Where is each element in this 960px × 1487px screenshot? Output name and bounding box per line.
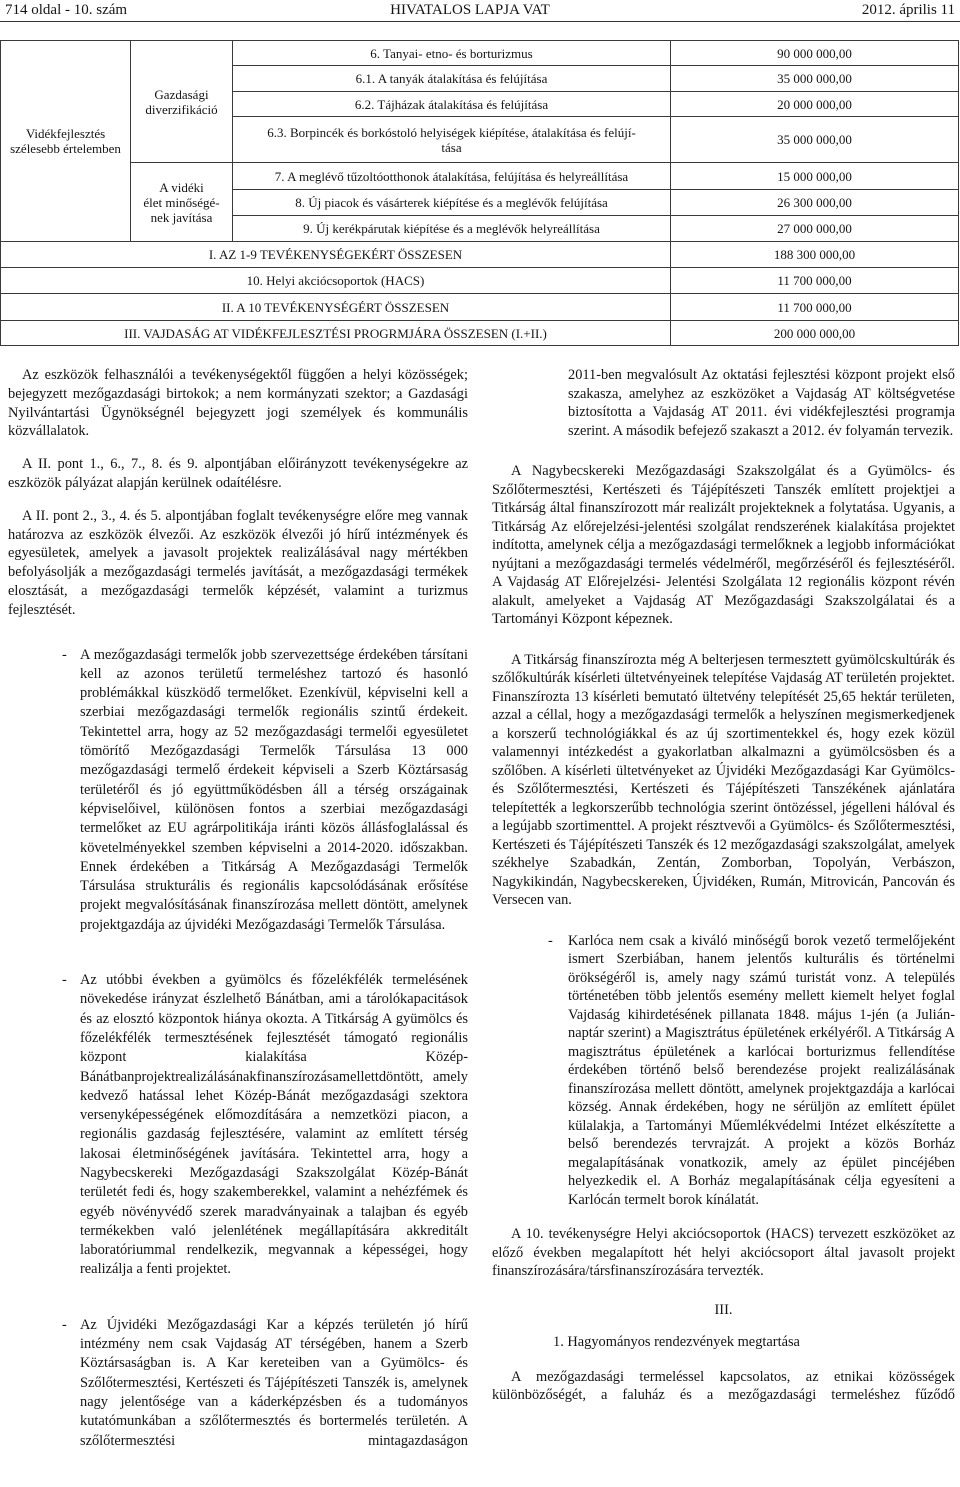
bullet-dash: - bbox=[62, 972, 67, 989]
body-paragraph: A mezőgazdasági termeléssel kapcsolatos, az etnikai közösségek különbözőségét, a faluház és a mezőgazdasági termeléshez fűződő bbox=[492, 1368, 955, 1403]
bullet-dash: - bbox=[62, 646, 67, 663]
table-total-label: 10. Helyi akciócsoportok (HACS) bbox=[1, 268, 671, 294]
list-item bbox=[492, 932, 955, 1210]
body-paragraph: Az eszközök felhasználói a tevékenységektől függően a helyi közösségek; bejegyzett mezőgazdasági birtokok; a nem kormányzati szektor; a Gazdasági Nyilvántartási Ügynökségnél bejegyzett jogi személyek és kommunális közvállalatok. bbox=[8, 367, 468, 440]
body-paragraph: A Titkárság finanszírozta még A belterjesen termesztett gyümölcskultúrák és szőlőkultúrák kísérleti ültetvényeinek telepítése Vajdaság AT területén projektet. Finanszírozta 13 kísérleti bemutató ültetvény telepítését 25,65 hektár területen, azzal a céllal, hogy a mezőgazdasági termelők a helyszínen megismerkedjenek a korszerű technológiákkal és az új szortimentekkel és, hogy ezek közül valamennyi intézkedést a gyakorlatban alkalmazni a gyümölcsösben és a szőlőben. A kísérleti ültetvényeket az Újvidéki Mezőgazdasági Kar Gyümölcs- és Szőlőtermesztési, Kertészeti és Tájépítészeti Tanszékének ajánlatára telepítették a legkorszerűbb technológia szerint öntözéssel, jégelleni hálóval és a legújabb szortimenttel. A projekt résztvevői a Gyümölcs- és Szőlőtermesztési, Kertészeti és Tájépítészeti Tanszék és 12 mezőgazdasági szakszolgálat, amelyek székhelye Szabadkán, Zentán, Zomborban, Topolyán, Verbászon, Nagykikindán, Nagybecskereken, Újvidéken, Rumán, Mitrovicán, Pancován és Versecen van. bbox=[492, 651, 955, 908]
publication-date: 2012. április 11 bbox=[861, 2, 955, 18]
table-row bbox=[1, 163, 959, 190]
table-grand-total-label: III. VAJDASÁG AT VIDÉKFEJLESZTÉSI PROGRMJÁRA ÖSSZESEN (I.+II.) bbox=[1, 321, 671, 346]
table-subgroup-label: Gazdasági diverzifikáció bbox=[131, 41, 233, 163]
body-paragraph: A II. pont 1., 6., 7., 8. és 9. alpontjában előirányzott tevékenységekre az eszközök pályázat alapján kerülnek odaítélésre. bbox=[8, 456, 468, 491]
list-item bbox=[8, 971, 468, 1280]
table-item-label: 6.1. A tanyák átalakítása és felújítása bbox=[233, 66, 671, 92]
table-total-row bbox=[1, 242, 959, 268]
table-item-label: 6. Tanyai- etno- és borturizmus bbox=[233, 41, 671, 66]
table-item-label: 8. Új piacok és vásárterek kiépítése és a meglévők felújítása bbox=[233, 190, 671, 216]
body-paragraph: A Nagybecskereki Mezőgazdasági Szakszolgálat és a Gyümölcs- és Szőlőtermesztési, Kertészeti és Tájépítészeti Tanszék említett projektjei a Titkárság által finanszírozott már realizált projekteknek a folytatása. Ugyanis, a Titkárság Az előrejelzési-jelentési szolgálat rendszerének kialakítása projektet indította, amelynek célja a mezőgazdasági termelőknek a legjobb információkat nyújtani a mezőgazdasági termelés védelméről, megőrzéséről és fejlesztéséről. A Vajdaság AT Előrejelzési- Jelentési Szolgálata 12 regionális központ révén alakult, amelyeket a Vajdaság AT Mezőgazdasági Szakszolgálatai és a Tartományi Központ képeznek. bbox=[492, 463, 955, 627]
right-text-column bbox=[492, 366, 955, 1487]
body-paragraph: A II. pont 2., 3., 4. és 5. alpontjában foglalt tevékenységre előre meg vannak határozva az eszközök élvezői. Az eszközök élvezői jó hírű intézmények és egyesületek, amelyek a javasolt projektek realizálásával nagy mértékben befolyásolják a mezőgazdasági termelés javítását, a mezőgazdasági termékek elosztását, a mezőgazdasági termelők képzését, valamint a turizmus fejlesztését. bbox=[8, 507, 468, 618]
table-amount: 20 000 000,00 bbox=[671, 92, 959, 117]
table-amount: 90 000 000,00 bbox=[671, 41, 959, 66]
left-text-column bbox=[8, 366, 468, 1487]
section-subheading: 1. Hagyományos rendezvények megtartása bbox=[553, 1334, 800, 1350]
table-total-label: I. AZ 1-9 TEVÉKENYSÉGEKÉRT ÖSSZESEN bbox=[1, 242, 671, 268]
page-header bbox=[0, 0, 960, 22]
table-item-label: 9. Új kerékpárutak kiépítése és a meglévők helyreállítása bbox=[233, 216, 671, 242]
continued-list-text: 2011-ben megvalósult Az oktatási fejlesztési központ projekt első szakasza, amelyhez az eszközöket a Vajdaság AT költségvetése biztosította a Vajdaság AT 2011. évi vidékfejlesztési programja szerint. A második befejező szakaszt a 2012. év folyamán tervezik. bbox=[568, 367, 955, 439]
bullet-dash: - bbox=[62, 1316, 67, 1333]
table-grand-total-amount: 200 000 000,00 bbox=[671, 321, 959, 346]
table-amount: 11 700 000,00 bbox=[671, 294, 959, 321]
list-item-text: Az Újvidéki Mezőgazdasági Kar a képzés területén jó hírű intézmény nem csak Vajdaság AT térségében, hanem a Szerb Köztársaságban is. A Kar kereteiben van a Gyümölcs- és Szőlőtermesztési, Kertészeti és Tájépítészeti Tanszék is, amelynek nagy jelentősége van a káderképzésben és a tudományos kutatómunkában a szőlőtermesztés és bortermelés területén. A szőlőtermesztési mintagazdaságon bbox=[80, 1316, 468, 1449]
table-amount: 35 000 000,00 bbox=[671, 117, 959, 163]
table-subgroup-label: A vidéki élet minőségé- nek javítása bbox=[131, 163, 233, 242]
publication-title: HIVATALOS LAPJA VAT bbox=[390, 2, 550, 18]
bullet-dash: - bbox=[548, 932, 553, 949]
list-item-text: Karlóca nem csak a kiváló minőségű borok vezető termelőjeként ismert Szerbiában, hanem jelentős kulturális és történelmi örökségéről is, amely nagy számú turistát vonz. A település történetében több jelentős esemény mellett kiemelt helyet foglal Vajdaság kihirdetésének pillanata 1848. május 1-jén (a Julián-naptár szerint) a Magisztrátus épületének erkélyéről. A Titkárság A magisztrátus épületének a karlócai borturizmus fellendítése érdekében történő belső berendezése projekt realizálásának finanszírozása mellett döntött, amelynek projektgazdája a karlócai község. Annak érdekében, hogy ne sérüljön az említett épület külalakja, a Tartományi Műemlékvédelmi Intézet elkészítette a belső berendezés tervrajzát. A projekt a közös Borház megalapításának vonatkozik, amely az épület pincéjében helyezkedik el. A Borház megalapításának célja egyesíteni a Karlócán termelt borok kínálatát. bbox=[568, 932, 955, 1208]
list-item-text: A mezőgazdasági termelők jobb szervezettsége érdekében társítani kell az azonos területű termeléshez tartozó és hasonló problémákkal küszködő termelőket. Ezenkívül, képviselni kell a szerbiai mezőgazdasági termelők regionális szintű érdekeit. Tekintettel arra, hogy az 52 mezőgazdasági termelői egyesületet tömörítő Mezőgazdasági Termelők Társulása 13 000 mezőgazdasági termelő érdekeit képviseli a Szerb Köztársaság területéről és jó együttműködésben áll a térség országainak képviselőivel, különösen fontos a szerbiai mezőgazdasági termelőket az EU agrárpolitikája iránti közös állásfoglalással és követelményekkel szemben képviselni a 2014-2020. időszakban. Ennek érdekében a Titkárság A Mezőgazdasági Termelők Társulása strukturális és regionális kapcsolódásának erősítése projekt megvalósításának finanszírozása mellett döntött, amelynek projektgazdája az újvidéki Mezőgazdasági Termelők Társulása. bbox=[80, 646, 468, 933]
list-item bbox=[8, 646, 468, 935]
table-amount: 35 000 000,00 bbox=[671, 66, 959, 92]
table-group-label: Vidékfejlesztés szélesebb értelemben bbox=[1, 41, 131, 242]
program-budget-table bbox=[0, 40, 959, 346]
table-amount: 188 300 000,00 bbox=[671, 242, 959, 268]
table-amount: 11 700 000,00 bbox=[671, 268, 959, 294]
table-item-label: 6.3. Borpincék és borkóstoló helyiségek kiépítése, átalakítása és felújí- tása bbox=[233, 117, 671, 163]
table-amount: 26 300 000,00 bbox=[671, 190, 959, 216]
list-item bbox=[8, 1316, 468, 1451]
table-item-label: 6.2. Tájházak átalakítása és felújítása bbox=[233, 92, 671, 117]
table-grand-total-row bbox=[1, 321, 959, 346]
section-heading: III. bbox=[714, 1301, 733, 1318]
table-row bbox=[1, 41, 959, 66]
body-paragraph: A 10. tevékenységre Helyi akciócsoportok (HACS) tervezett eszközöket az előző években megalapított hét helyi akciócsoport által javasolt projekt finanszírozására/társfinanszírozására tervezték. bbox=[492, 1226, 955, 1279]
table-total-label: II. A 10 TEVÉKENYSÉGÉRT ÖSSZESEN bbox=[1, 294, 671, 321]
table-amount: 15 000 000,00 bbox=[671, 163, 959, 190]
page-number: 714 oldal - 10. szám bbox=[5, 2, 128, 18]
table-item-label: 7. A meglévő tűzoltóotthonok átalakítása, felújítása és helyreállítása bbox=[233, 163, 671, 190]
table-amount: 27 000 000,00 bbox=[671, 216, 959, 242]
list-item-text: Az utóbbi években a gyümölcs és főzelékfélék termelésének növekedése irányzat észlelhető Bánátban, ami a tárolókapacitások és az elosztó központok hiánya okozta. A Titkárság A gyümölcs és főzelékfélék termesztésének fejlesztését támogató regionális központ kialakítása Közép-Bánátbanprojektrealizálásánakfinanszírozásamellettdöntött, amely kedvező hatással lehet Közép-Bánát mezőgazdasági szektora versenyképességének előmozdítására a nemzetközi piacon, a regionális gazdaság fejlesztésére, valamint az említett térség lakosai életminőségének javítására. Tekintettel arra, hogy a Nagybecskereki Mezőgazdasági Szakszolgálat Közép-Bánát területét fedi és, hogy szakemberekkel, valamint a nehézfémek és egyéb növényvédő szerek maradványainak a talajban és egyéb termékekben való jelenlétének megállapítására akkreditált laboratóriummal rendelkezik, megvannak a képességei, hogy realizálja a fenti projektet. bbox=[80, 972, 468, 1278]
table-total-row bbox=[1, 294, 959, 321]
table-total-row bbox=[1, 268, 959, 294]
